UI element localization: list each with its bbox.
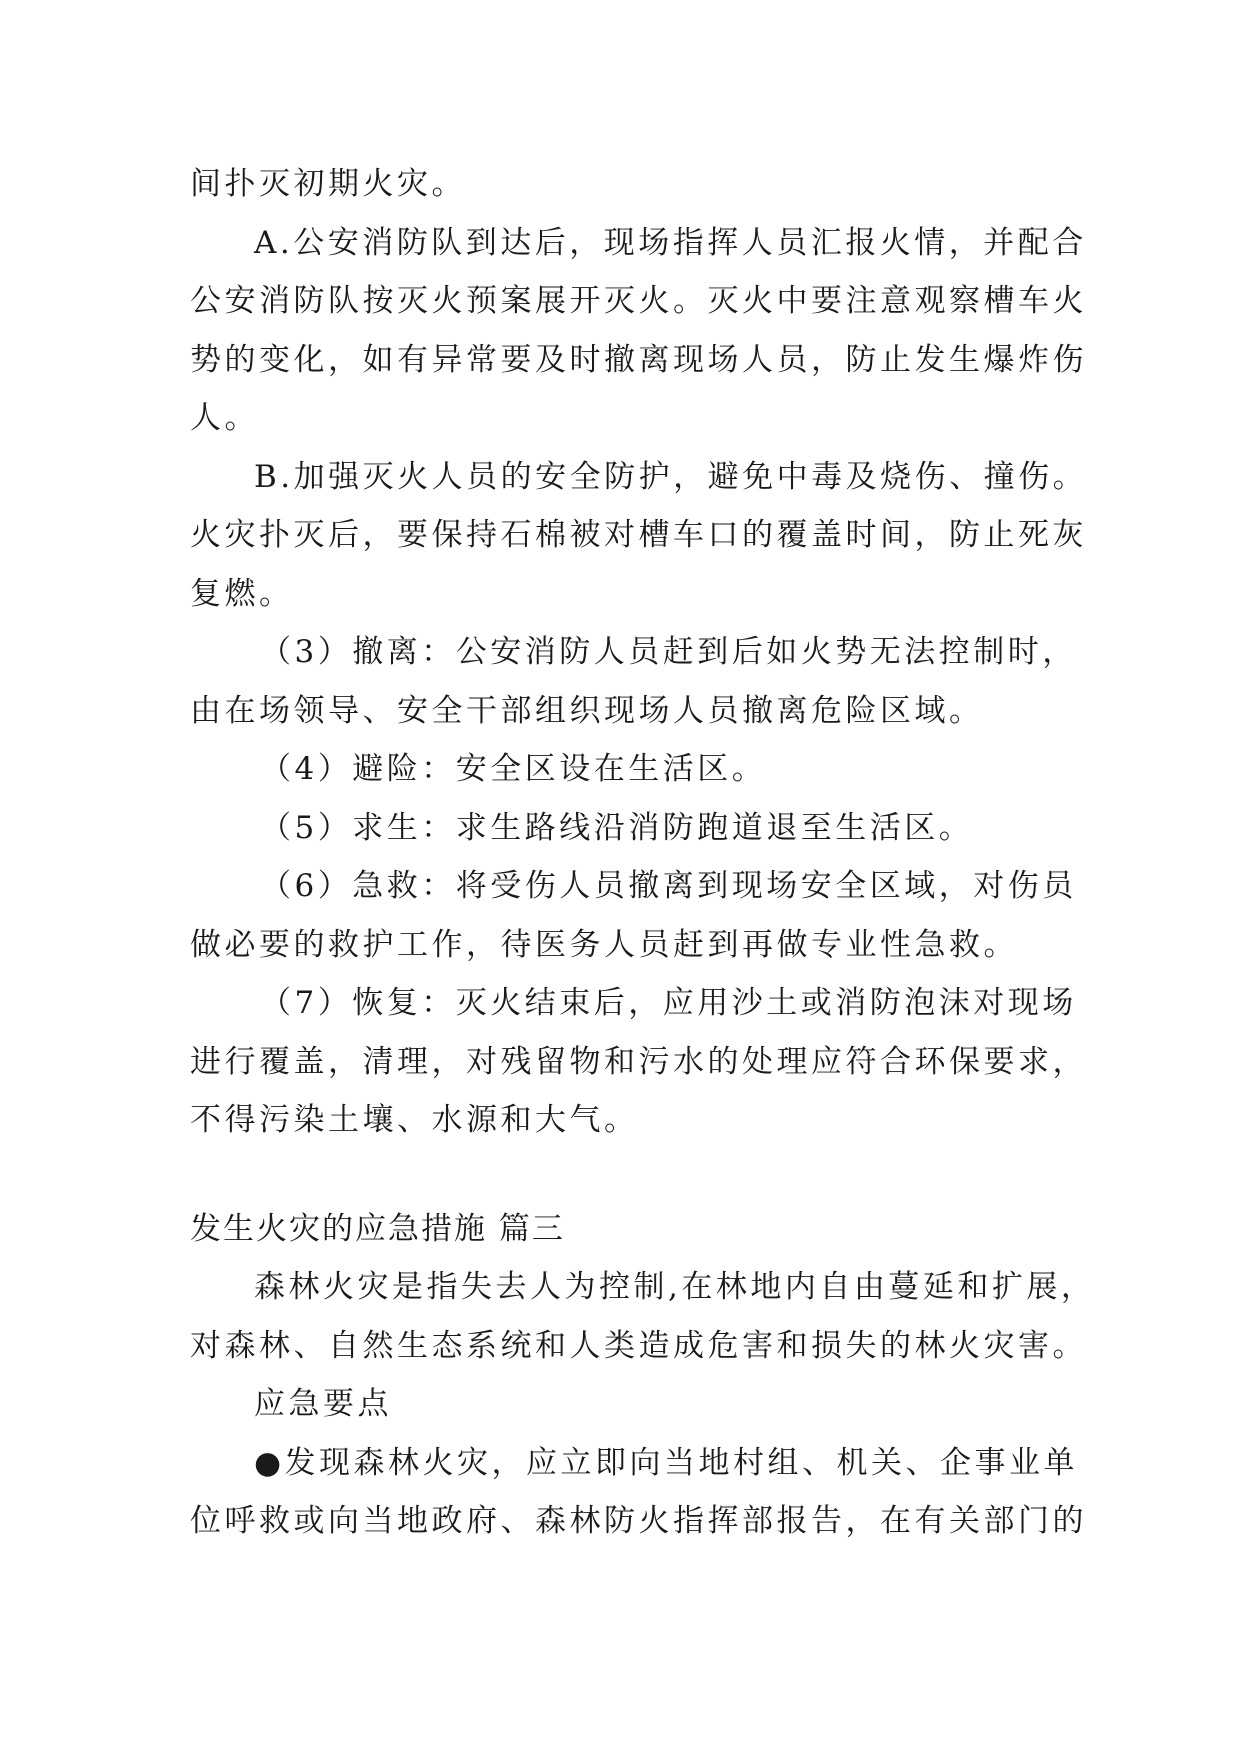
text-line: 火灾扑灭后，要保持石棉被对槽车口的覆盖时间，防止死灰 xyxy=(190,517,1087,553)
paragraph-start: B.加强灭火人员的安全防护，避免中毒及烧伤、撞伤。 xyxy=(254,458,1088,495)
text-line: 复燃。 xyxy=(190,575,294,612)
text-line: 对森林、自然生态系统和人类造成危害和损失的林火灾害。 xyxy=(190,1327,1087,1364)
bullet-paragraph: ●发现森林火灾，应立即向当地村组、机关、企事业单 xyxy=(254,1444,1079,1481)
text-line: 间扑灭初期火灾。 xyxy=(190,166,466,202)
text-line: 做必要的救护工作，待医务人员赶到再做专业性急救。 xyxy=(190,926,1018,963)
paragraph-start: （6）急救：将受伤人员撤离到现场安全区域，对伤员 xyxy=(260,868,1077,904)
text-line: 不得污染土壤、水源和大气。 xyxy=(190,1102,639,1138)
paragraph-start: （5）求生：求生路线沿消防跑道退至生活区。 xyxy=(260,809,974,846)
subheading: 应急要点 xyxy=(254,1386,392,1422)
paragraph-start: （4）避险：安全区设在生活区。 xyxy=(260,751,767,787)
section-gap xyxy=(190,1150,1060,1200)
text-line: 公安消防队按灭火预案展开灭火。灭火中要注意观察槽车火 xyxy=(190,283,1087,319)
text-line: 进行覆盖，清理，对残留物和污水的处理应符合环保要求， xyxy=(190,1043,1087,1080)
text-line: 位呼救或向当地政府、森林防火指挥部报告，在有关部门的 xyxy=(190,1503,1087,1539)
paragraph-start: （3）撤离：公安消防人员赶到后如火势无法控制时， xyxy=(260,634,1077,670)
paragraph-start: A.公安消防队到达后，现场指挥人员汇报火情，并配合 xyxy=(254,224,1087,261)
paragraph-start: 森林火灾是指失去人为控制,在林地内自由蔓延和扩展， xyxy=(254,1269,1096,1305)
document-body xyxy=(190,155,1096,1551)
text-line: 人。 xyxy=(190,400,259,436)
paragraph-start: （7）恢复：灭火结束后，应用沙土或消防泡沫对现场 xyxy=(260,985,1077,1021)
text-line: 由在场领导、安全干部组织现场人员撤离危险区域。 xyxy=(190,692,984,729)
section-heading: 发生火灾的应急措施 篇三 xyxy=(190,1210,565,1247)
text-line: 势的变化，如有异常要及时撤离现场人员，防止发生爆炸伤 xyxy=(190,341,1087,378)
